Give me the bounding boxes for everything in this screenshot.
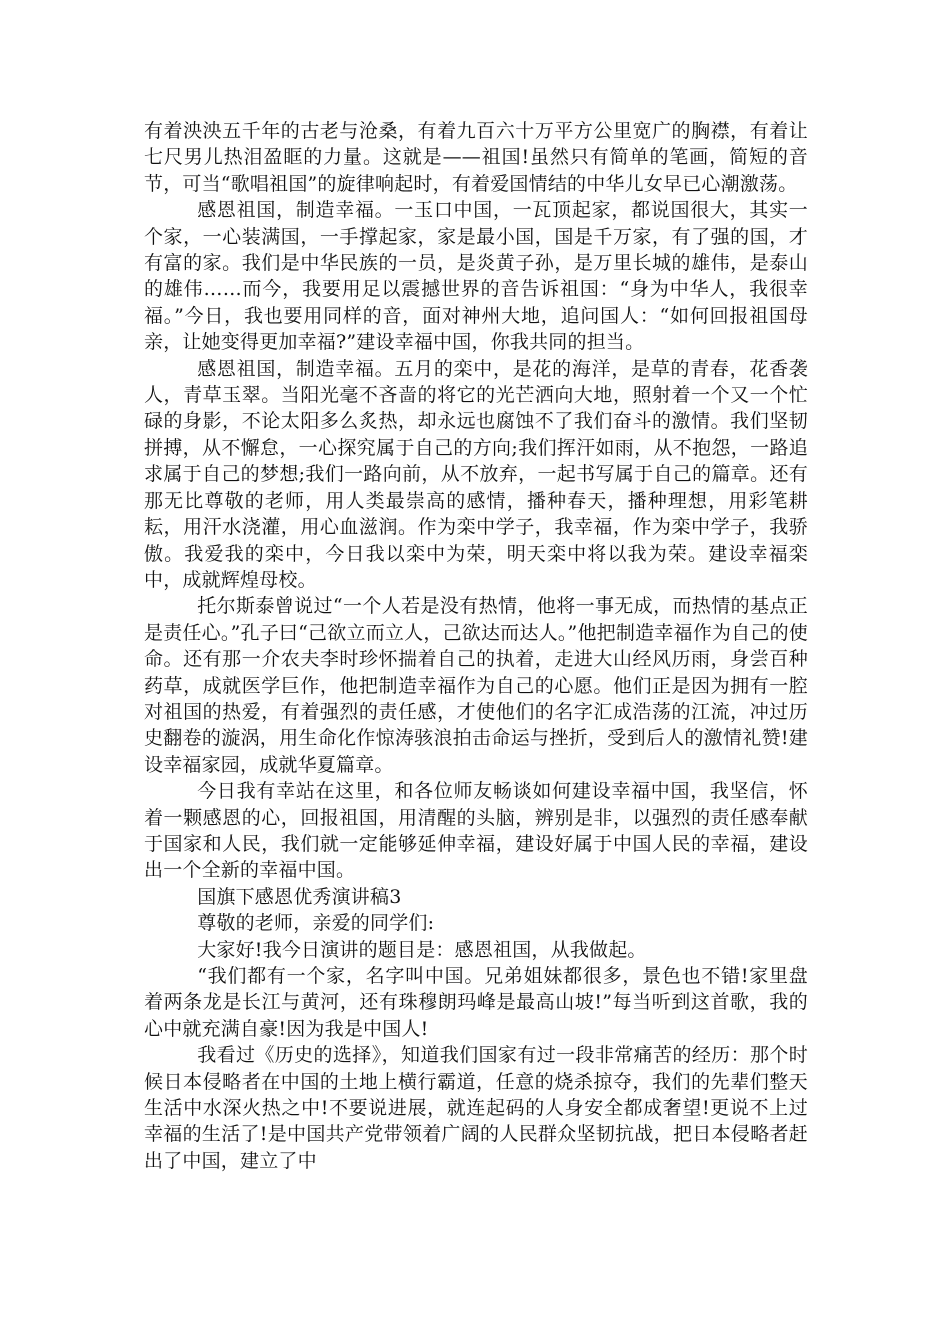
paragraph-happy-china: 感恩祖国，制造幸福。一玉口中国，一瓦顶起家，都说国很大，其实一个家，一心装满国，一手撑起家，家是最小国，国是千万家，有了强的国，才有富的家。我们是中华民族的一员，是炎黄子孙，是万里长城的雄伟，是泰山的雄伟……而今，我要用足以震撼世界的音告诉祖国：“身为中华人，我很幸福。”今日，我也要用同样的音，面对神州大地，追问国人：“如何回报祖国母亲，让她变得更加幸福?”建设幸福中国，你我共同的担当。 <box>144 199 808 354</box>
paragraph-song: “我们都有一个家，名字叫中国。兄弟姐妹都很多，景色也不错!家里盘着两条龙是长江与黄河，还有珠穆朗玛峰是最高山坡!”每当听到这首歌，我的心中就充满自豪!因为我是中国人! <box>144 965 808 1040</box>
paragraph-intro: 有着泱泱五千年的古老与沧桑，有着九百六十万平方公里宽广的胸襟，有着让七尺男儿热泪盈眶的力量。这就是——祖国!虽然只有简单的笔画，简短的音节，可当“歌唱祖国”的旋律响起时，有着爱国情结的中华儿女早已心潮激荡。 <box>144 120 808 195</box>
paragraph-history: 我看过《历史的选择》，知道我们国家有过一段非常痛苦的经历：那个时候日本侵略者在中国的土地上横行霸道，任意的烧杀掠夺，我们的先辈们整天生活中水深火热之中!不要说进展，就连起码的人身安全都成奢望!更说不上过幸福的生活了!是中国共产党带领着广阔的人民群众坚韧抗战，把日本侵略者赶出了中国，建立了中 <box>144 1044 808 1172</box>
greeting: 大家好!我今日演讲的题目是：感恩祖国，从我做起。 <box>197 938 647 961</box>
section-title: 国旗下感恩优秀演讲稿3 <box>197 885 402 908</box>
paragraph-responsibility: 托尔斯泰曾说过“一个人若是没有热情，他将一事无成，而热情的基点正是责任心。”孔子曰“己欲立而立人，己欲达而达人。”他把制造幸福作为自己的使命。还有那一介农夫李时珍怀揣着自己的执着，走进大山经风历雨，身尝百种药草，成就医学巨作，他把制造幸福作为自己的心愿。他们正是因为拥有一腔对祖国的热爱，有着强烈的责任感，才使他们的名字汇成浩荡的江流，冲过历史翻卷的漩涡，用生命化作惊涛骇浪拍击命运与挫折，受到后人的激情礼赞!建设幸福家园，成就华夏篇章。 <box>144 595 808 776</box>
salutation: 尊敬的老师，亲爱的同学们: <box>197 912 435 935</box>
paragraph-happy-school: 感恩祖国，制造幸福。五月的栾中，是花的海洋，是草的青春，花香袭人，青草玉翠。当阳光毫不吝啬的将它的光芒洒向大地，照射着一个又一个忙碌的身影，不论太阳多么炙热，却永远也腐蚀不了我们奋斗的激情。我们坚韧拼搏，从不懈怠，一心探究属于自己的方向;我们挥汗如雨，从不抱怨，一路追求属于自己的梦想;我们一路向前，从不放弃，一起书写属于自己的篇章。还有那无比尊敬的老师，用人类最崇高的感情，播种春天，播种理想，用彩笔耕耘，用汗水浇灌，用心血滋润。作为栾中学子，我幸福，作为栾中学子，我骄傲。我爱我的栾中，今日我以栾中为荣，明天栾中将以我为荣。建设幸福栾中，成就辉煌母校。 <box>144 357 808 591</box>
paragraph-conclusion: 今日我有幸站在这里，和各位师友畅谈如何建设幸福中国，我坚信，怀着一颗感恩的心，回报祖国，用清醒的头脑，辨别是非，以强烈的责任感奉献于国家和人民，我们就一定能够延伸幸福，建设好属于中国人民的幸福，建设出一个全新的幸福中国。 <box>144 780 808 882</box>
document-page <box>144 118 808 1174</box>
